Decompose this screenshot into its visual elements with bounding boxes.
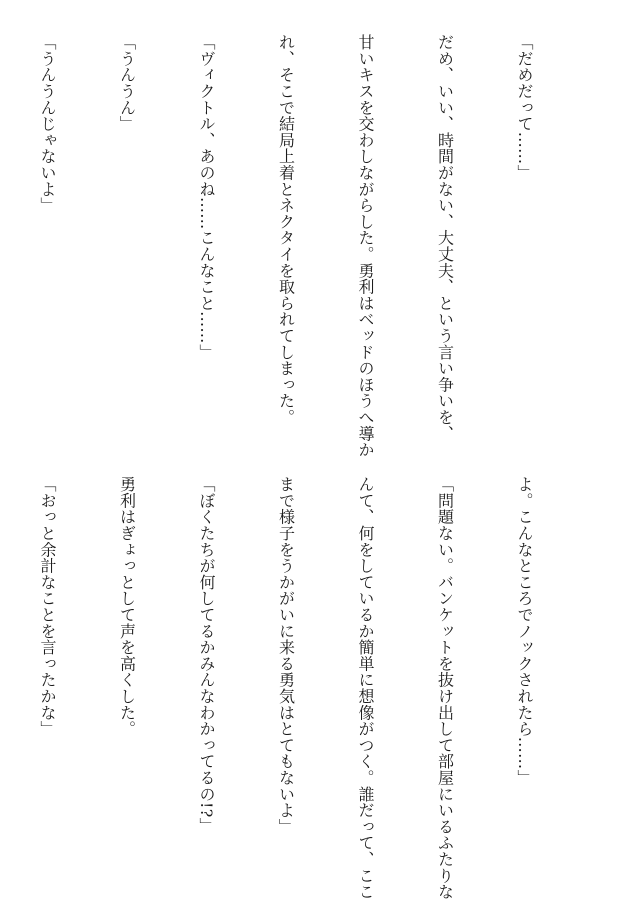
- text-column: よ。こんなところでノックされたら……」: [515, 476, 534, 786]
- text-column: だめ、いい、時間がない、大丈夫、という言い争いを、: [435, 34, 455, 442]
- text-column: んて、何をしているか簡単に想像がつく。誰だって、ここ: [356, 476, 375, 900]
- text-column: 勇利はぎょっとして声を高くした。: [117, 476, 137, 737]
- lower-text-block: [38, 476, 590, 900]
- upper-text-block: [38, 34, 590, 458]
- text-column: 「うんうんじゃないよ」: [38, 34, 57, 214]
- text-column: 甘いキスを交わしながらした。勇利はベッドのほうへ導か: [356, 34, 375, 458]
- text-column: 「だめだって……」: [515, 34, 534, 181]
- text-column: 「問題ない。バンケットを抜け出して部屋にいるふたりな: [435, 476, 455, 900]
- text-column: れ、そこで結局上着とネクタイを取られてしまった。: [276, 34, 296, 426]
- text-column: 「ぼくたちが何してるかみんなわかってるの!?」: [197, 476, 216, 834]
- text-column: まで様子をうかがいに来る勇気はとてもないよ」: [276, 476, 296, 835]
- text-column: 「おっと余計なことを言ったかな」: [38, 476, 57, 737]
- text-column: 「うんうん」: [117, 34, 137, 132]
- text-column: 「ヴィクトル、あのね……こんなこと……」: [197, 34, 216, 360]
